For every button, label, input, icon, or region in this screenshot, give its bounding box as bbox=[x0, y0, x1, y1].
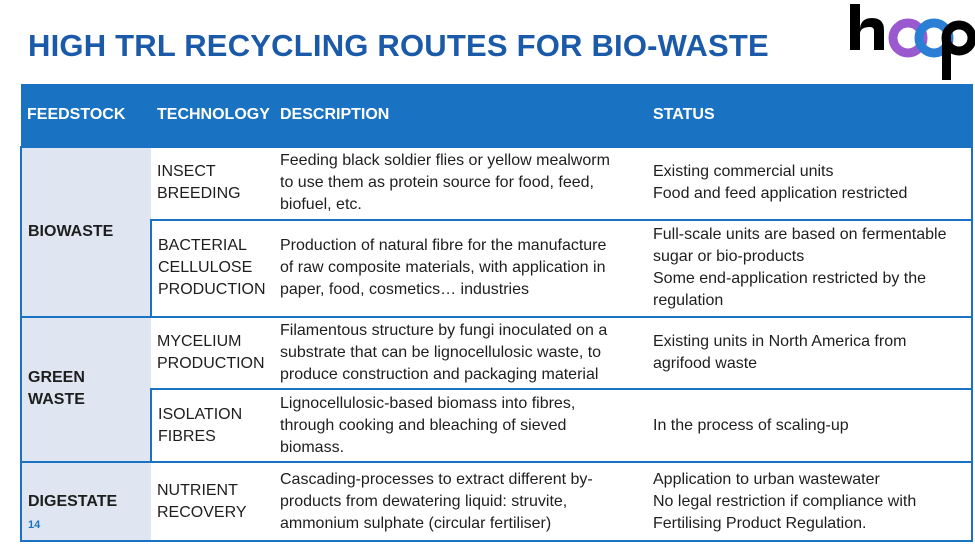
description-cell: Filamentous structure by fungi inoculated on a substrate that can be lignocellulosic waste, to produce construction and packaging material bbox=[274, 317, 647, 390]
table-row bbox=[21, 462, 972, 541]
feedstock-cell: DIGESTATE bbox=[21, 462, 151, 541]
feedstock-cell: GREEN WASTE bbox=[21, 317, 151, 462]
technology-cell: INSECT BREEDING bbox=[151, 147, 274, 220]
header-feedstock: FEEDSTOCK bbox=[21, 84, 151, 147]
technology-cell: MYCELIUM PRODUCTION bbox=[151, 317, 274, 390]
recycling-routes-table bbox=[20, 84, 973, 542]
description-cell: Feeding black soldier flies or yellow mealworm to use them as protein source for food, feed, biofuel, etc. bbox=[274, 147, 647, 220]
description-cell: Lignocellulosic-based biomass into fibres, through cooking and bleaching of sieved biomass. bbox=[274, 389, 647, 462]
table-row bbox=[21, 389, 972, 462]
technology-cell: ISOLATION FIBRES bbox=[151, 389, 274, 462]
table-row bbox=[21, 220, 972, 317]
header-status: STATUS bbox=[647, 84, 972, 147]
table-header-row bbox=[21, 84, 972, 147]
technology-cell: BACTERIAL CELLULOSE PRODUCTION bbox=[151, 220, 274, 317]
technology-cell: NUTRIENT RECOVERY bbox=[151, 462, 274, 541]
feedstock-cell: BIOWASTE bbox=[21, 147, 151, 317]
table-row bbox=[21, 317, 972, 390]
status-cell: Full-scale units are based on fermentable sugar or bio-products Some end-application restricted by the regulation bbox=[647, 220, 972, 317]
description-cell: Cascading-processes to extract different by- products from dewatering liquid: struvite, ammonium sulphate (circular fertiliser) bbox=[274, 462, 647, 541]
status-cell: In the process of scaling-up bbox=[647, 389, 972, 462]
header-technology: TECHNOLOGY bbox=[151, 84, 274, 147]
description-cell: Production of natural fibre for the manufacture of raw composite materials, with application in paper, food, cosmetics… industries bbox=[274, 220, 647, 317]
header-description: DESCRIPTION bbox=[274, 84, 647, 147]
hoop-logo bbox=[848, 0, 975, 82]
slide-number: 14 bbox=[28, 519, 41, 531]
page-title: HIGH TRL RECYCLING ROUTES FOR BIO-WASTE bbox=[28, 28, 769, 63]
status-cell: Existing commercial units Food and feed application restricted bbox=[647, 147, 972, 220]
table-row bbox=[21, 147, 972, 220]
status-cell: Existing units in North America from agrifood waste bbox=[647, 317, 972, 390]
status-cell: Application to urban wastewater No legal restriction if compliance with Fertilising Product Regulation. bbox=[647, 462, 972, 541]
hoop-logo-icon bbox=[848, 0, 975, 82]
